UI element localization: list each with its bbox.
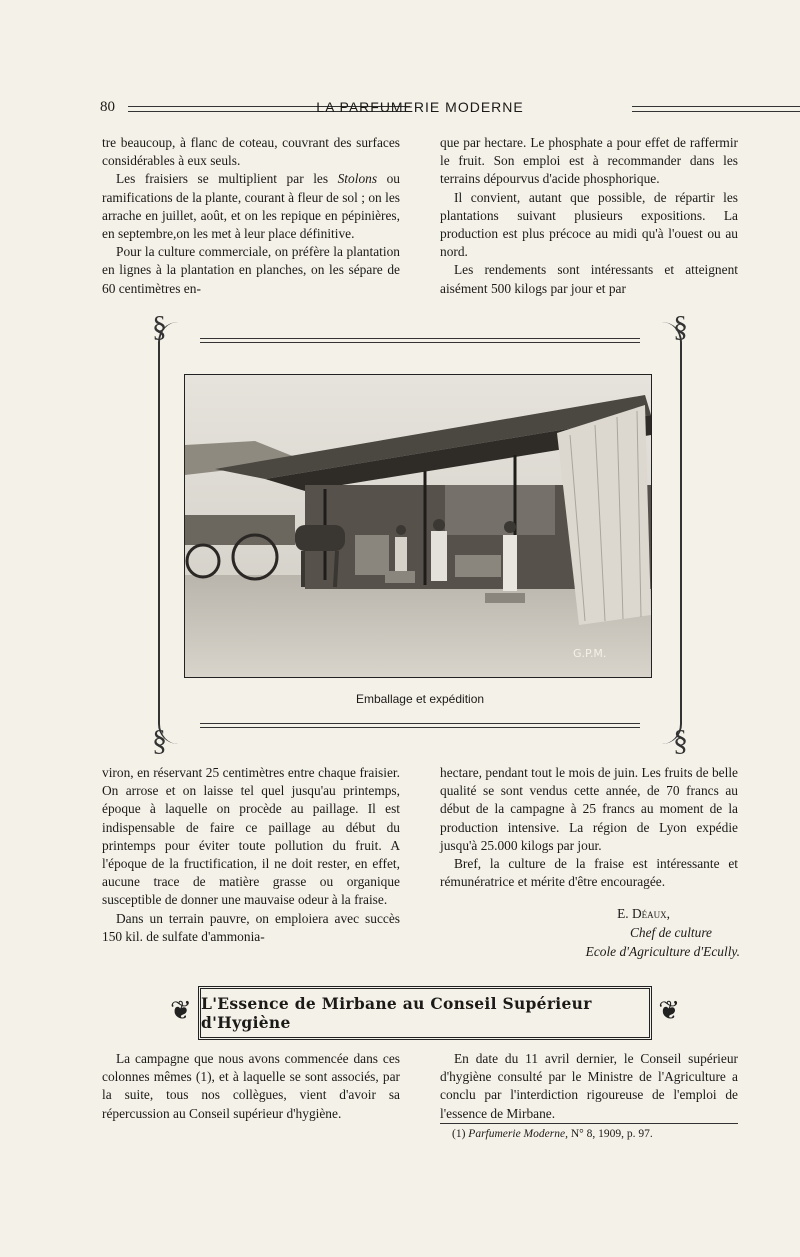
photo-caption: Emballage et expédition — [355, 692, 485, 706]
section-title: L'Essence de Mirbane au Conseil Supérieur d'Hygiène — [201, 994, 592, 1032]
paragraph: Dans un terrain pauvre, on emploiera avec succès 150 kil. de sulfate d'ammonia- — [102, 910, 400, 944]
paragraph: Pour la culture commerciale, on préfère la plantation en lignes à la plantation en planches, on les sépare de 60 centimètres en- — [102, 244, 400, 296]
paragraph: En date du 11 avril dernier, le Conseil supérieur d'hygiène consulté par le Ministre de l'Agriculture a conclu par l'interdiction rigoureuse de l'emploi de l'essence de Mirbane. — [440, 1051, 738, 1121]
back-crates — [445, 485, 555, 535]
footnote-number: (1) — [452, 1128, 469, 1140]
section-right-column — [440, 1050, 738, 1123]
footnote-rule — [440, 1123, 738, 1124]
photo-packing-shed — [184, 374, 652, 678]
paragraph: tre beaucoup, à flanc de coteau, couvrant des surfaces considérables à eux seuls. — [102, 135, 400, 169]
paragraph: que par hectare. Le phosphate a pour effet de raffermir le fruit. Son emploi est à recommander dans les terrains dépourvus d'acide phosphorique. — [440, 135, 738, 187]
page-number: 80 — [100, 99, 115, 115]
paragraph: La campagne que nous avons commencée dans ces colonnes mêmes (1), et à laquelle se sont associés, par la suite, tous nos collègues, vient d'avoir sa répercussion au Conseil supérieur d'hygiène. — [102, 1051, 400, 1121]
fleuron-icon: ❦ — [170, 996, 192, 1025]
text-run: ou ramifications de la plante, courant à fleur de sol ; on les arrache en juillet, août, et on les repique en pépinières, en septembre,on les met à leur place définitive. — [102, 171, 400, 242]
italic-term: Stolons — [337, 171, 378, 187]
top-left-column — [102, 134, 400, 298]
paragraph — [102, 170, 400, 243]
text-run: Les fraisiers se multiplient par les — [116, 171, 338, 187]
author-name: E. Déaux, — [617, 906, 670, 921]
paragraph: viron, en réservant 25 centimètres entre chaque fraisier. On arrose et on laisse tel quel jusqu'au printemps, époque à laquelle on procède au paillage. Il est indispensable de faire ce paillage au début du printemps pour éviter toute pollution du fruit. A l'époque de la fructification, il ne doit rester, en effet, aucune trace de matière grasse ou organique susceptible de donner une mauvaise odeur à la fraise. — [102, 765, 400, 908]
bottom-right-column — [440, 764, 738, 891]
footnote — [452, 1128, 653, 1140]
footnote-reference: N° 8, 1909, p. 97. — [567, 1128, 653, 1140]
scroll-ornament-icon: § — [152, 310, 167, 343]
section-title-banner — [170, 986, 680, 1040]
page-header — [100, 99, 740, 119]
paragraph: hectare, pendant tout le mois de juin. Les fruits de belle qualité se sont vendus cette année, de 70 francs au début de la campagne à 25 francs au moment de la production intensive. La région de Lyon expédie jusqu'à 25.000 kilogs par jour. — [440, 765, 738, 853]
footnote-source: Parfumerie Moderne, — [468, 1128, 568, 1140]
section-left-column — [102, 1050, 400, 1123]
bottom-left-column — [102, 764, 400, 946]
top-right-column — [440, 134, 738, 298]
photo-illustration — [185, 375, 651, 677]
scroll-ornament-icon: § — [673, 724, 688, 757]
photo-watermark: G.P.M. — [573, 647, 607, 660]
fleuron-icon: ❦ — [658, 996, 680, 1025]
paragraph: Il convient, autant que possible, de répartir les plantations suivant plusieurs expositions. La production est plus précoce au midi qu'à l'ouest ou au nord. — [440, 189, 738, 260]
section-title-box — [198, 986, 652, 1040]
scroll-ornament-icon: § — [152, 724, 167, 757]
header-rule-right — [632, 106, 800, 112]
paragraph: Bref, la culture de la fraise est intéressante et rémunératrice et mérite d'être encouragée. — [440, 856, 738, 890]
frame-rule-top — [200, 338, 640, 343]
journal-title: LA PARFUMERIE MODERNE — [316, 99, 524, 115]
frame-rule-bottom — [200, 723, 640, 728]
signature-block — [440, 904, 740, 961]
author-role: Chef de culture — [629, 925, 712, 940]
author-school: Ecole d'Agriculture d'Ecully. — [585, 944, 740, 959]
paragraph: Les rendements sont intéressants et atteignent aisément 500 kilogs par jour et par — [440, 262, 738, 296]
scroll-ornament-icon: § — [673, 310, 688, 343]
